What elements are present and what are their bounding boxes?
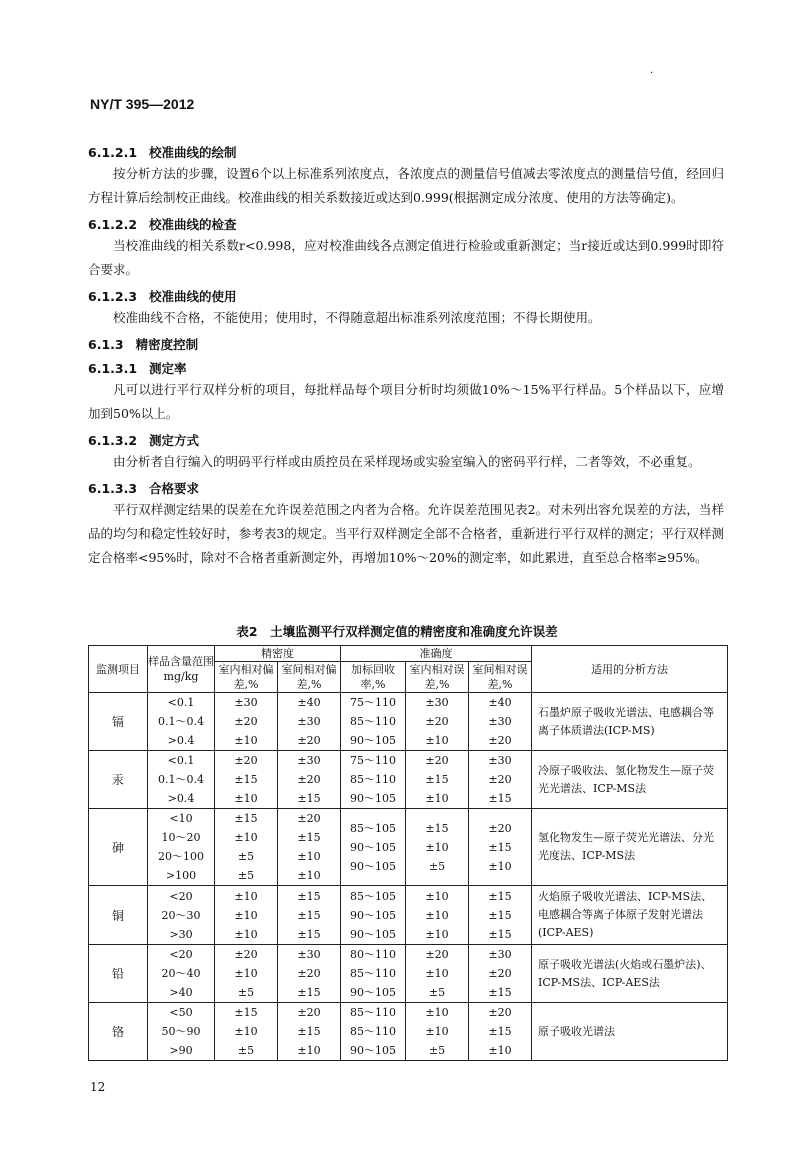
cell-value: ±30 (488, 715, 512, 728)
cell-value: ±5 (428, 1044, 446, 1057)
cell-value: ±20 (297, 734, 321, 747)
cell-inter-prec (278, 751, 341, 809)
cell-value: 90～105 (350, 908, 396, 922)
cell-value: ±10 (425, 1025, 449, 1038)
cell-intra-prec (215, 693, 278, 751)
section-number: 6.1.2.3 (88, 289, 138, 304)
cell-recovery (341, 886, 406, 945)
cell-value: 85～110 (350, 715, 396, 728)
cell-value: ±5 (428, 986, 446, 999)
cell-value: ±10 (488, 1044, 512, 1057)
paragraph: 当校准曲线的相关系数r<0.998，应对校准曲线各点测定值进行检验或重新测定；当r接近或达到0.999时即符合要求。 (88, 238, 724, 277)
section-number: 6.1.2.1 (88, 145, 138, 160)
cell-inter-prec (278, 886, 341, 945)
section-number: 6.1.3 (88, 337, 124, 352)
cell-value: ±10 (234, 831, 258, 844)
cell-value: ±20 (425, 754, 449, 767)
cell-value: ±20 (488, 821, 512, 835)
element-name: 镉 (89, 693, 148, 751)
th-recovery: 加标回收率,% (341, 662, 406, 693)
cell-inter-prec (278, 945, 341, 1003)
cell-value: 85～110 (350, 1006, 396, 1019)
section-title: 校准曲线的绘制 (149, 145, 237, 160)
cell-intra-prec (215, 945, 278, 1003)
cell-value: 85～105 (350, 821, 396, 835)
cell-value: ±10 (425, 908, 449, 922)
section-title: 测定率 (149, 361, 187, 376)
table-row (89, 886, 728, 945)
cell-value: ±30 (234, 696, 258, 709)
cell-value: ±10 (425, 734, 449, 747)
table-row (89, 693, 728, 751)
cell-value: <0.1 (167, 754, 195, 767)
element-name: 铬 (89, 1003, 148, 1061)
section-number: 6.1.3.2 (88, 433, 138, 448)
cell-inter-acc (469, 945, 532, 1003)
cell-value: ±10 (425, 967, 449, 980)
section-title: 校准曲线的检查 (149, 217, 237, 232)
section-number: 6.1.3.3 (88, 481, 138, 496)
th-method: 适用的分析方法 (532, 646, 728, 693)
cell-range (148, 1003, 215, 1061)
cell-value: >30 (169, 927, 193, 941)
cell-value: ±40 (297, 696, 321, 709)
cell-range (148, 751, 215, 809)
table-row (89, 809, 728, 886)
cell-range (148, 886, 215, 945)
cell-inter-prec (278, 809, 341, 886)
cell-value: ±20 (488, 967, 512, 980)
cell-value: ±5 (237, 986, 255, 999)
cell-value: 90～105 (350, 859, 396, 873)
analysis-method: 火焰原子吸收光谱法、ICP-MS法、电感耦合等离子体原子发射光谱法(ICP-AES) (532, 886, 728, 945)
cell-value: >0.4 (167, 734, 195, 747)
section-heading (88, 288, 724, 306)
cell-recovery (341, 751, 406, 809)
cell-value: ±10 (234, 792, 258, 805)
cell-value: ±10 (234, 889, 258, 903)
cell-value: ±30 (488, 754, 512, 767)
cell-value: ±20 (234, 948, 258, 961)
cell-value: ±10 (425, 792, 449, 805)
cell-value: >100 (165, 869, 197, 882)
cell-value: ±15 (425, 821, 449, 835)
cell-range (148, 809, 215, 886)
cell-value: 20～40 (161, 967, 201, 980)
cell-intra-acc (406, 751, 469, 809)
cell-value: ±10 (425, 889, 449, 903)
cell-inter-prec (278, 1003, 341, 1061)
cell-value: ±15 (297, 986, 321, 999)
cell-value: ±15 (297, 1025, 321, 1038)
cell-value: ±20 (488, 734, 512, 747)
analysis-method: 冷原子吸收法、氢化物发生—原子荧光光谱法、ICP-MS法 (532, 751, 728, 809)
cell-value: 0.1～0.4 (158, 715, 204, 728)
section-heading (88, 144, 724, 162)
cell-value: ±30 (488, 948, 512, 961)
th-inter-acc: 室间相对误差,% (469, 662, 532, 693)
section-title: 合格要求 (149, 481, 200, 496)
table-row (89, 945, 728, 1003)
cell-intra-prec (215, 1003, 278, 1061)
cell-value: ±10 (234, 908, 258, 922)
cell-value: <20 (169, 948, 193, 961)
th-accuracy: 准确度 (341, 646, 532, 662)
cell-value: ±15 (488, 792, 512, 805)
paragraph: 校准曲线不合格，不能使用；使用时，不得随意超出标准系列浓度范围；不得长期使用。 (113, 310, 601, 325)
cell-value: ±15 (234, 773, 258, 786)
cell-value: 75～110 (350, 696, 396, 709)
cell-value: ±20 (297, 1006, 321, 1019)
cell-value: 90～105 (350, 792, 396, 805)
cell-intra-prec (215, 809, 278, 886)
th-range: 样品含量范围mg/kg (148, 646, 215, 693)
cell-value: ±20 (234, 754, 258, 767)
analysis-method: 石墨炉原子吸收光谱法、电感耦合等离子体质谱法(ICP-MS) (532, 693, 728, 751)
cell-intra-prec (215, 751, 278, 809)
cell-value: ±15 (297, 831, 321, 844)
section-title: 测定方式 (149, 433, 200, 448)
cell-value: ±10 (234, 734, 258, 747)
cell-value: 90～105 (350, 1044, 396, 1057)
section-title: 精密度控制 (135, 337, 199, 352)
cell-value: ±10 (297, 1044, 321, 1057)
cell-range (148, 693, 215, 751)
th-precision: 精密度 (215, 646, 341, 662)
cell-value: ±5 (237, 850, 255, 863)
cell-value: <10 (169, 812, 193, 825)
section-title: 校准曲线的使用 (149, 289, 237, 304)
cell-value: <20 (169, 889, 193, 903)
cell-value: 85～105 (350, 889, 396, 903)
section-heading (88, 360, 724, 378)
cell-value: ±20 (488, 773, 512, 786)
th-inter-prec: 室间相对偏差,% (278, 662, 341, 693)
cell-recovery (341, 693, 406, 751)
th-intra-prec: 室内相对偏差,% (215, 662, 278, 693)
cell-value: ±5 (237, 869, 255, 882)
cell-intra-acc (406, 1003, 469, 1061)
paragraph: 由分析者自行编入的明码平行样或由质控员在采样现场或实验室编入的密码平行样，二者等效，不必重复。 (113, 454, 701, 469)
paragraph: 凡可以进行平行双样分析的项目，每批样品每个项目分析时均须做10%～15%平行样品。5个样品以下，应增加到50%以上。 (88, 382, 724, 421)
analysis-method: 氢化物发生—原子荧光光谱法、分光光度法、ICP-MS法 (532, 809, 728, 886)
cell-value: ±20 (297, 967, 321, 980)
cell-value: ±15 (425, 773, 449, 786)
cell-inter-acc (469, 751, 532, 809)
section-number: 6.1.2.2 (88, 217, 138, 232)
cell-value: ±10 (234, 1025, 258, 1038)
section-heading (88, 432, 724, 450)
cell-inter-acc (469, 886, 532, 945)
cell-recovery (341, 945, 406, 1003)
cell-value: 75～110 (350, 754, 396, 767)
section-heading (88, 480, 724, 498)
cell-value: ±30 (425, 696, 449, 709)
cell-value: <0.1 (167, 696, 195, 709)
cell-value: ±30 (297, 715, 321, 728)
table-row (89, 1003, 728, 1061)
cell-value: <50 (169, 1006, 193, 1019)
element-name: 砷 (89, 809, 148, 886)
cell-value: ±15 (297, 908, 321, 922)
page-mark: · (650, 68, 654, 79)
cell-value: ±15 (234, 812, 258, 825)
cell-range (148, 945, 215, 1003)
cell-value: 90～105 (350, 986, 396, 999)
cell-value: >90 (169, 1044, 193, 1057)
cell-value: ±15 (488, 840, 512, 854)
cell-value: ±5 (428, 859, 446, 873)
standard-code: NY/T 395—2012 (90, 96, 195, 112)
page-number: 12 (90, 1080, 106, 1094)
cell-value: 85～110 (350, 967, 396, 980)
cell-value: 50～90 (161, 1025, 201, 1038)
cell-value: ±10 (234, 927, 258, 941)
table-row (89, 751, 728, 809)
cell-recovery (341, 1003, 406, 1061)
cell-value: 85～110 (350, 773, 396, 786)
cell-recovery (341, 809, 406, 886)
cell-value: ±30 (297, 754, 321, 767)
cell-value: 80～110 (350, 948, 396, 961)
cell-value: >0.4 (167, 792, 195, 805)
cell-value: 0.1～0.4 (158, 773, 204, 786)
cell-value: ±15 (488, 908, 512, 922)
cell-value: ±10 (234, 967, 258, 980)
element-name: 铜 (89, 886, 148, 945)
cell-value: ±15 (234, 1006, 258, 1019)
cell-value: ±20 (425, 715, 449, 728)
cell-intra-acc (406, 693, 469, 751)
cell-value: ±5 (237, 1044, 255, 1057)
paragraph: 按分析方法的步骤，设置6个以上标准系列浓度点，各浓度点的测量信号值减去零浓度点的测量信号值，经回归方程计算后绘制校正曲线。校准曲线的相关系数接近或达到0.999(根据测定成分浓度、使用的方法等确定)。 (88, 166, 724, 205)
cell-value: ±15 (488, 986, 512, 999)
cell-value: ±10 (425, 1006, 449, 1019)
element-name: 汞 (89, 751, 148, 809)
cell-value: 85～110 (350, 1025, 396, 1038)
th-item: 监测项目 (89, 646, 148, 693)
cell-value: >40 (169, 986, 193, 999)
element-name: 铅 (89, 945, 148, 1003)
cell-intra-prec (215, 886, 278, 945)
section-heading (88, 336, 724, 354)
cell-value: 90～105 (350, 734, 396, 747)
paragraph: 平行双样测定结果的误差在允许误差范围之内者为合格。允许误差范围见表2。对未列出容允误差的方法，当样品的均匀和稳定性较好时，参考表3的规定。当平行双样测定全部不合格者，重新进行平行双样的测定；平行双样测定合格率<95%时，除对不合格者重新测定外，再增加10%～20%的测定率，如此累进，直至总合格率≥95%。 (88, 502, 724, 565)
cell-value: ±20 (297, 812, 321, 825)
cell-value: 90～105 (350, 927, 396, 941)
section-heading (88, 216, 724, 234)
cell-value: ±10 (425, 840, 449, 854)
cell-value: 90～105 (350, 840, 396, 854)
cell-value: ±15 (297, 889, 321, 903)
cell-value: ±15 (488, 927, 512, 941)
cell-value: ±20 (488, 1006, 512, 1019)
cell-value: ±20 (234, 715, 258, 728)
cell-value: ±10 (488, 859, 512, 873)
cell-value: ±30 (297, 948, 321, 961)
th-intra-acc: 室内相对误差,% (406, 662, 469, 693)
cell-value: ±10 (425, 927, 449, 941)
cell-inter-acc (469, 693, 532, 751)
cell-inter-acc (469, 1003, 532, 1061)
cell-value: ±10 (297, 869, 321, 882)
cell-intra-acc (406, 945, 469, 1003)
cell-value: ±10 (297, 850, 321, 863)
cell-inter-prec (278, 693, 341, 751)
cell-value: 10～20 (161, 831, 201, 844)
cell-value: ±20 (425, 948, 449, 961)
body-text (88, 138, 724, 570)
cell-value: ±40 (488, 696, 512, 709)
cell-inter-acc (469, 809, 532, 886)
cell-value: ±15 (488, 1025, 512, 1038)
cell-intra-acc (406, 809, 469, 886)
cell-value: 20～30 (161, 908, 201, 922)
cell-value: ±20 (297, 773, 321, 786)
table-title: 表2 土壤监测平行双样测定值的精密度和准确度允许误差 (236, 624, 558, 639)
cell-value: ±15 (488, 889, 512, 903)
cell-value: 20～100 (158, 850, 204, 863)
cell-intra-acc (406, 886, 469, 945)
cell-value: ±15 (297, 927, 321, 941)
section-number: 6.1.3.1 (88, 361, 138, 376)
tolerance-table (88, 645, 728, 1061)
analysis-method: 原子吸收光谱法(火焰或石墨炉法)、ICP-MS法、ICP-AES法 (532, 945, 728, 1003)
analysis-method: 原子吸收光谱法 (532, 1003, 728, 1061)
cell-value: ±15 (297, 792, 321, 805)
